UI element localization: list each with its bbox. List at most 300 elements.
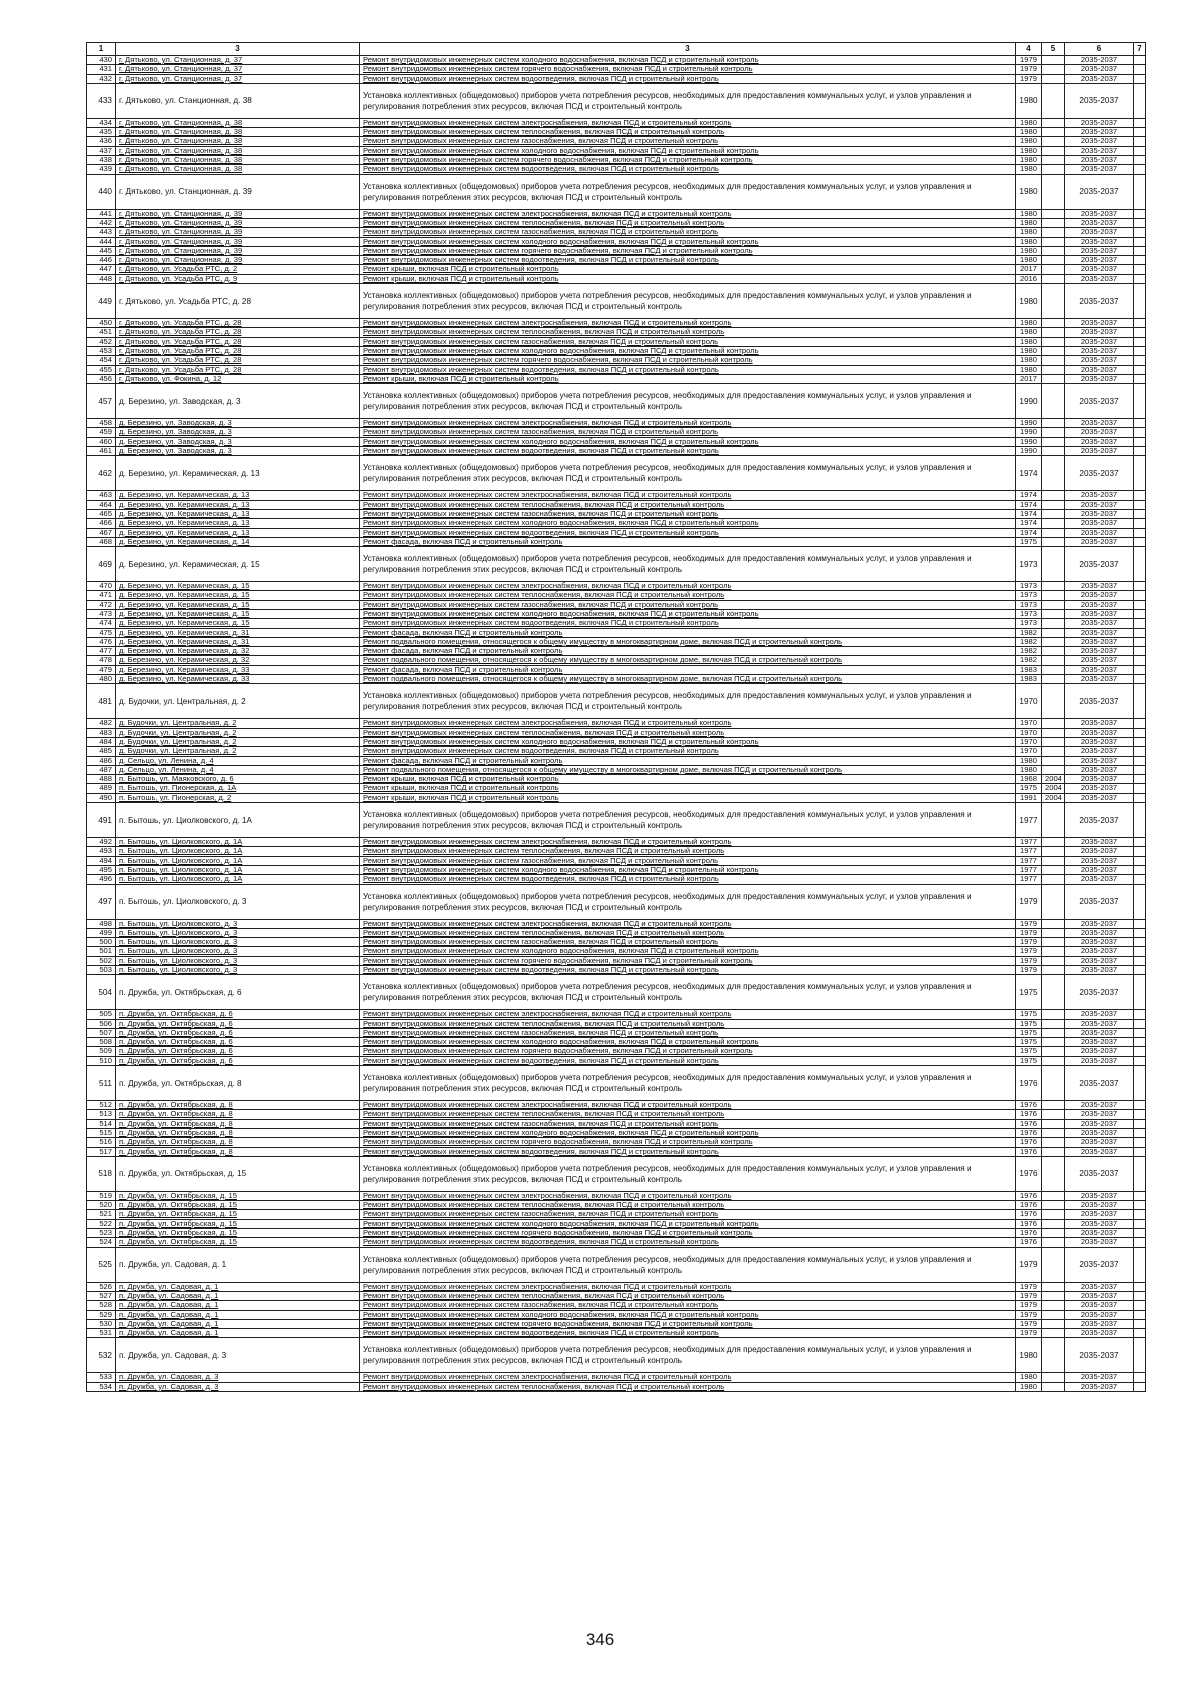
- row-period: 2035-2037: [1065, 765, 1134, 774]
- row-number: 478: [87, 656, 116, 665]
- row-period: 2035-2037: [1065, 547, 1134, 582]
- row-extra: [1134, 500, 1146, 509]
- row-work-type: Ремонт внутридомовых инженерных систем газоснабжения, включая ПСД и строительный контроль: [360, 938, 1016, 947]
- row-period: 2035-2037: [1065, 491, 1134, 500]
- header-cell-period: 6: [1065, 43, 1134, 56]
- row-last-repair-year: [1042, 719, 1065, 728]
- row-number: 455: [87, 365, 116, 374]
- row-work-type: Ремонт внутридомовых инженерных систем электроснабжения, включая ПСД и строительный контроль: [360, 419, 1016, 428]
- row-build-year: 1980: [1016, 756, 1042, 765]
- row-address: г. Дятьково, ул. Усадьба РТС, д. 28: [116, 356, 360, 365]
- row-work-type: Ремонт внутридомовых инженерных систем теплоснабжения, включая ПСД и строительный контроль: [360, 1201, 1016, 1210]
- row-address: п. Дружба, ул. Садовая, д. 1: [116, 1282, 360, 1291]
- table-row: [87, 419, 1146, 428]
- row-period: 2035-2037: [1065, 637, 1134, 646]
- row-last-repair-year: [1042, 365, 1065, 374]
- row-extra: [1134, 1119, 1146, 1128]
- row-number: 439: [87, 165, 116, 174]
- table-row: [87, 1156, 1146, 1191]
- table-row: [87, 428, 1146, 437]
- row-last-repair-year: [1042, 1101, 1065, 1110]
- row-extra: [1134, 1128, 1146, 1137]
- row-work-type: Ремонт фасада, включая ПСД и строительный контроль: [360, 665, 1016, 674]
- row-number: 474: [87, 619, 116, 628]
- row-work-type: Ремонт внутридомовых инженерных систем газоснабжения, включая ПСД и строительный контроль: [360, 1301, 1016, 1310]
- row-address: д. Березино, ул. Заводская, д. 3: [116, 447, 360, 456]
- row-address: д. Березино, ул. Керамическая, д. 15: [116, 609, 360, 618]
- row-extra: [1134, 656, 1146, 665]
- row-number: 456: [87, 374, 116, 383]
- table-row: [87, 684, 1146, 719]
- row-period: 2035-2037: [1065, 1282, 1134, 1291]
- row-extra: [1134, 956, 1146, 965]
- table-row: [87, 647, 1146, 656]
- table-row: [87, 966, 1146, 975]
- row-last-repair-year: [1042, 956, 1065, 965]
- table-row: [87, 591, 1146, 600]
- table-row: [87, 74, 1146, 83]
- row-build-year: 1970: [1016, 737, 1042, 746]
- row-address: д. Березино, ул. Керамическая, д. 15: [116, 547, 360, 582]
- row-address: д. Березино, ул. Керамическая, д. 31: [116, 628, 360, 637]
- row-address: д. Будочки, ул. Центральная, д. 2: [116, 728, 360, 737]
- row-address: п. Дружба, ул. Октябрьская, д. 8: [116, 1138, 360, 1147]
- row-number: 460: [87, 437, 116, 446]
- row-build-year: 1983: [1016, 675, 1042, 684]
- row-build-year: 1975: [1016, 1056, 1042, 1065]
- row-last-repair-year: [1042, 374, 1065, 383]
- row-work-type: Ремонт фасада, включая ПСД и строительный контроль: [360, 647, 1016, 656]
- row-number: 436: [87, 137, 116, 146]
- row-last-repair-year: [1042, 509, 1065, 518]
- row-period: 2035-2037: [1065, 74, 1134, 83]
- row-build-year: 1979: [1016, 1247, 1042, 1282]
- row-period: 2035-2037: [1065, 619, 1134, 628]
- row-period: 2035-2037: [1065, 1138, 1134, 1147]
- row-work-type: Ремонт внутридомовых инженерных систем водоотведения, включая ПСД и строительный контроль: [360, 875, 1016, 884]
- row-address: п. Бытошь, ул. Циолковского, д. 3: [116, 928, 360, 937]
- row-period: 2035-2037: [1065, 128, 1134, 137]
- row-last-repair-year: [1042, 228, 1065, 237]
- row-build-year: 1990: [1016, 419, 1042, 428]
- row-number: 492: [87, 838, 116, 847]
- row-last-repair-year: [1042, 65, 1065, 74]
- row-extra: [1134, 1247, 1146, 1282]
- row-period: 2035-2037: [1065, 209, 1134, 218]
- row-work-type: Ремонт внутридомовых инженерных систем водоотведения, включая ПСД и строительный контроль: [360, 528, 1016, 537]
- row-extra: [1134, 284, 1146, 319]
- row-last-repair-year: [1042, 728, 1065, 737]
- table-row: [87, 928, 1146, 937]
- row-address: п. Бытошь, ул. Циолковского, д. 3: [116, 884, 360, 919]
- row-last-repair-year: [1042, 274, 1065, 283]
- row-build-year: 1979: [1016, 1319, 1042, 1328]
- row-period: 2035-2037: [1065, 1038, 1134, 1047]
- row-work-type: Ремонт фасада, включая ПСД и строительный контроль: [360, 756, 1016, 765]
- row-period: 2035-2037: [1065, 1056, 1134, 1065]
- row-last-repair-year: [1042, 600, 1065, 609]
- row-period: 2035-2037: [1065, 656, 1134, 665]
- register-sheet: [86, 42, 1145, 1392]
- row-extra: [1134, 1219, 1146, 1228]
- row-number: 525: [87, 1247, 116, 1282]
- row-number: 450: [87, 319, 116, 328]
- row-number: 491: [87, 803, 116, 838]
- header-cell-work: 3: [360, 43, 1016, 56]
- row-build-year: 1982: [1016, 647, 1042, 656]
- row-number: 445: [87, 246, 116, 255]
- row-address: п. Бытошь, ул. Циолковского, д. 3: [116, 919, 360, 928]
- row-build-year: 1974: [1016, 528, 1042, 537]
- table-row: [87, 447, 1146, 456]
- row-last-repair-year: [1042, 447, 1065, 456]
- header-cell-num: 1: [87, 43, 116, 56]
- row-address: п. Дружба, ул. Садовая, д. 1: [116, 1319, 360, 1328]
- table-row: [87, 146, 1146, 155]
- row-extra: [1134, 847, 1146, 856]
- row-number: 484: [87, 737, 116, 746]
- row-build-year: 1977: [1016, 838, 1042, 847]
- row-address: г. Дятьково, ул. Усадьба РТС, д. 28: [116, 319, 360, 328]
- row-last-repair-year: [1042, 56, 1065, 65]
- row-last-repair-year: [1042, 582, 1065, 591]
- row-period: 2035-2037: [1065, 365, 1134, 374]
- row-number: 532: [87, 1338, 116, 1373]
- row-last-repair-year: [1042, 765, 1065, 774]
- row-build-year: 1973: [1016, 600, 1042, 609]
- row-period: 2035-2037: [1065, 384, 1134, 419]
- row-extra: [1134, 1329, 1146, 1338]
- table-row: [87, 1238, 1146, 1247]
- row-number: 495: [87, 865, 116, 874]
- row-address: д. Березино, ул. Заводская, д. 3: [116, 437, 360, 446]
- row-address: п. Дружба, ул. Садовая, д. 3: [116, 1382, 360, 1391]
- row-period: 2035-2037: [1065, 174, 1134, 209]
- row-work-type: Ремонт внутридомовых инженерных систем водоотведения, включая ПСД и строительный контроль: [360, 365, 1016, 374]
- row-extra: [1134, 218, 1146, 227]
- row-build-year: 1976: [1016, 1156, 1042, 1191]
- table-row: [87, 256, 1146, 265]
- row-build-year: 1973: [1016, 547, 1042, 582]
- row-last-repair-year: [1042, 966, 1065, 975]
- row-build-year: 1980: [1016, 284, 1042, 319]
- row-extra: [1134, 156, 1146, 165]
- row-extra: [1134, 1038, 1146, 1047]
- row-last-repair-year: [1042, 1310, 1065, 1319]
- row-build-year: 1975: [1016, 1028, 1042, 1037]
- row-address: д. Березино, ул. Керамическая, д. 15: [116, 582, 360, 591]
- row-number: 480: [87, 675, 116, 684]
- row-address: д. Будочки, ул. Центральная, д. 2: [116, 747, 360, 756]
- row-address: д. Березино, ул. Заводская, д. 3: [116, 384, 360, 419]
- table-row: [87, 1110, 1146, 1119]
- row-extra: [1134, 1201, 1146, 1210]
- row-extra: [1134, 83, 1146, 118]
- row-address: п. Дружба, ул. Октябрьская, д. 15: [116, 1229, 360, 1238]
- table-row: [87, 374, 1146, 383]
- row-address: г. Дятьково, ул. Станционная, д. 38: [116, 128, 360, 137]
- row-last-repair-year: [1042, 74, 1065, 83]
- row-extra: [1134, 756, 1146, 765]
- table-row: [87, 847, 1146, 856]
- row-last-repair-year: [1042, 437, 1065, 446]
- row-build-year: 1975: [1016, 1010, 1042, 1019]
- table-row: [87, 1191, 1146, 1200]
- row-address: г. Дятьково, ул. Усадьба РТС, д. 28: [116, 328, 360, 337]
- row-work-type: Ремонт внутридомовых инженерных систем теплоснабжения, включая ПСД и строительный контроль: [360, 218, 1016, 227]
- row-build-year: 1976: [1016, 1201, 1042, 1210]
- row-address: г. Дятьково, ул. Станционная, д. 38: [116, 156, 360, 165]
- table-row: [87, 656, 1146, 665]
- row-build-year: 1974: [1016, 491, 1042, 500]
- row-address: г. Дятьково, ул. Станционная, д. 39: [116, 246, 360, 255]
- table-row: [87, 218, 1146, 227]
- row-period: 2035-2037: [1065, 56, 1134, 65]
- table-row: [87, 209, 1146, 218]
- row-extra: [1134, 1210, 1146, 1219]
- row-last-repair-year: [1042, 856, 1065, 865]
- row-address: д. Березино, ул. Керамическая, д. 31: [116, 637, 360, 646]
- table-row: [87, 1338, 1146, 1373]
- row-build-year: 1982: [1016, 628, 1042, 637]
- row-period: 2035-2037: [1065, 1066, 1134, 1101]
- row-work-type: Установка коллективных (общедомовых) приборов учета потребления ресурсов, необходимых для предоставления коммунальных услуг, и узлов управления и регулирования потребления этих ресурсов, включая ПСД и строительный контроль: [360, 1338, 1016, 1373]
- row-period: 2035-2037: [1065, 1301, 1134, 1310]
- row-work-type: Ремонт внутридомовых инженерных систем электроснабжения, включая ПСД и строительный контроль: [360, 491, 1016, 500]
- table-row: [87, 128, 1146, 137]
- row-last-repair-year: [1042, 1201, 1065, 1210]
- row-extra: [1134, 793, 1146, 802]
- row-period: 2035-2037: [1065, 1247, 1134, 1282]
- row-last-repair-year: [1042, 919, 1065, 928]
- row-build-year: 1975: [1016, 1047, 1042, 1056]
- row-last-repair-year: [1042, 118, 1065, 127]
- row-extra: [1134, 137, 1146, 146]
- row-build-year: 1974: [1016, 456, 1042, 491]
- row-address: п. Дружба, ул. Октябрьская, д. 15: [116, 1238, 360, 1247]
- row-work-type: Ремонт подвального помещения, относящегося к общему имуществу в многоквартирном доме, включая ПСД и строительный контроль: [360, 675, 1016, 684]
- row-work-type: Ремонт внутридомовых инженерных систем теплоснабжения, включая ПСД и строительный контроль: [360, 847, 1016, 856]
- table-row: [87, 884, 1146, 919]
- row-number: 506: [87, 1019, 116, 1028]
- row-number: 463: [87, 491, 116, 500]
- table-row: [87, 756, 1146, 765]
- row-address: п. Бытошь, ул. Циолковского, д. 3: [116, 938, 360, 947]
- row-extra: [1134, 146, 1146, 155]
- row-number: 485: [87, 747, 116, 756]
- row-last-repair-year: [1042, 1282, 1065, 1291]
- row-extra: [1134, 1301, 1146, 1310]
- row-work-type: Ремонт внутридомовых инженерных систем холодного водоснабжения, включая ПСД и строительный контроль: [360, 1038, 1016, 1047]
- row-address: п. Бытошь, ул. Циолковского, д. 1А: [116, 856, 360, 865]
- row-address: п. Дружба, ул. Садовая, д. 3: [116, 1373, 360, 1382]
- row-work-type: Ремонт крыши, включая ПСД и строительный контроль: [360, 784, 1016, 793]
- row-number: 514: [87, 1119, 116, 1128]
- row-period: 2035-2037: [1065, 1210, 1134, 1219]
- row-extra: [1134, 1338, 1146, 1373]
- row-number: 476: [87, 637, 116, 646]
- row-last-repair-year: [1042, 174, 1065, 209]
- row-period: 2035-2037: [1065, 975, 1134, 1010]
- row-number: 468: [87, 537, 116, 546]
- row-period: 2035-2037: [1065, 719, 1134, 728]
- row-period: 2035-2037: [1065, 1147, 1134, 1156]
- row-extra: [1134, 374, 1146, 383]
- row-number: 462: [87, 456, 116, 491]
- row-period: 2035-2037: [1065, 793, 1134, 802]
- row-address: г. Дятьково, ул. Станционная, д. 39: [116, 228, 360, 237]
- row-extra: [1134, 1010, 1146, 1019]
- row-build-year: 1976: [1016, 1210, 1042, 1219]
- row-extra: [1134, 256, 1146, 265]
- row-number: 531: [87, 1329, 116, 1338]
- row-address: п. Дружба, ул. Октябрьская, д. 8: [116, 1101, 360, 1110]
- table-row: [87, 947, 1146, 956]
- row-extra: [1134, 803, 1146, 838]
- row-last-repair-year: [1042, 528, 1065, 537]
- row-period: 2035-2037: [1065, 1382, 1134, 1391]
- row-work-type: Ремонт фасада, включая ПСД и строительный контроль: [360, 628, 1016, 637]
- row-period: 2035-2037: [1065, 447, 1134, 456]
- row-address: г. Дятьково, ул. Станционная, д. 39: [116, 256, 360, 265]
- row-last-repair-year: 2004: [1042, 793, 1065, 802]
- row-last-repair-year: [1042, 928, 1065, 937]
- row-address: п. Дружба, ул. Октябрьская, д. 15: [116, 1219, 360, 1228]
- row-number: 510: [87, 1056, 116, 1065]
- row-extra: [1134, 1110, 1146, 1119]
- row-period: 2035-2037: [1065, 156, 1134, 165]
- row-build-year: 1974: [1016, 500, 1042, 509]
- row-build-year: 1977: [1016, 803, 1042, 838]
- row-address: д. Березино, ул. Керамическая, д. 13: [116, 519, 360, 528]
- row-period: 2035-2037: [1065, 582, 1134, 591]
- row-number: 471: [87, 591, 116, 600]
- row-number: 459: [87, 428, 116, 437]
- row-work-type: Ремонт внутридомовых инженерных систем газоснабжения, включая ПСД и строительный контроль: [360, 1119, 1016, 1128]
- row-build-year: 1980: [1016, 174, 1042, 209]
- row-last-repair-year: [1042, 1301, 1065, 1310]
- row-number: 523: [87, 1229, 116, 1238]
- table-row: [87, 1210, 1146, 1219]
- table-row: [87, 156, 1146, 165]
- row-last-repair-year: [1042, 356, 1065, 365]
- row-period: 2035-2037: [1065, 600, 1134, 609]
- row-extra: [1134, 1066, 1146, 1101]
- row-build-year: 2017: [1016, 374, 1042, 383]
- row-extra: [1134, 519, 1146, 528]
- row-address: г. Дятьково, ул. Станционная, д. 37: [116, 74, 360, 83]
- row-build-year: 1975: [1016, 975, 1042, 1010]
- row-work-type: Ремонт подвального помещения, относящегося к общему имуществу в многоквартирном доме, включая ПСД и строительный контроль: [360, 765, 1016, 774]
- row-number: 530: [87, 1319, 116, 1328]
- row-build-year: 1979: [1016, 1282, 1042, 1291]
- table-row: [87, 675, 1146, 684]
- row-work-type: Ремонт внутридомовых инженерных систем газоснабжения, включая ПСД и строительный контроль: [360, 1210, 1016, 1219]
- header-cell-year: 4: [1016, 43, 1042, 56]
- row-extra: [1134, 165, 1146, 174]
- row-address: д. Березино, ул. Керамическая, д. 33: [116, 675, 360, 684]
- table-row: [87, 337, 1146, 346]
- row-address: д. Березино, ул. Керамическая, д. 33: [116, 665, 360, 674]
- row-last-repair-year: [1042, 1128, 1065, 1137]
- row-period: 2035-2037: [1065, 1338, 1134, 1373]
- table-row: [87, 665, 1146, 674]
- row-last-repair-year: [1042, 647, 1065, 656]
- row-last-repair-year: [1042, 1238, 1065, 1247]
- table-row: [87, 1229, 1146, 1238]
- row-last-repair-year: [1042, 547, 1065, 582]
- row-work-type: Ремонт внутридомовых инженерных систем горячего водоснабжения, включая ПСД и строительный контроль: [360, 1138, 1016, 1147]
- row-work-type: Ремонт внутридомовых инженерных систем водоотведения, включая ПСД и строительный контроль: [360, 1056, 1016, 1065]
- row-extra: [1134, 384, 1146, 419]
- table-row: [87, 274, 1146, 283]
- row-extra: [1134, 1056, 1146, 1065]
- row-work-type: Ремонт внутридомовых инженерных систем горячего водоснабжения, включая ПСД и строительный контроль: [360, 65, 1016, 74]
- table-row: [87, 491, 1146, 500]
- table-row: [87, 1201, 1146, 1210]
- row-period: 2035-2037: [1065, 456, 1134, 491]
- table-row: [87, 246, 1146, 255]
- row-work-type: Установка коллективных (общедомовых) приборов учета потребления ресурсов, необходимых для предоставления коммунальных услуг, и узлов управления и регулирования потребления этих ресурсов, включая ПСД и строительный контроль: [360, 384, 1016, 419]
- header-cell-extra: 7: [1134, 43, 1146, 56]
- row-build-year: 1970: [1016, 719, 1042, 728]
- row-build-year: 1979: [1016, 1310, 1042, 1319]
- row-number: 498: [87, 919, 116, 928]
- page-number: 346: [585, 1630, 615, 1649]
- row-build-year: 1982: [1016, 656, 1042, 665]
- row-number: 517: [87, 1147, 116, 1156]
- row-build-year: 1980: [1016, 237, 1042, 246]
- table-row: [87, 346, 1146, 355]
- row-address: г. Дятьково, ул. Станционная, д. 39: [116, 218, 360, 227]
- row-last-repair-year: [1042, 628, 1065, 637]
- row-number: 449: [87, 284, 116, 319]
- row-number: 472: [87, 600, 116, 609]
- row-address: п. Дружба, ул. Октябрьская, д. 15: [116, 1201, 360, 1210]
- row-build-year: 1990: [1016, 447, 1042, 456]
- table-row: [87, 803, 1146, 838]
- table-row: [87, 65, 1146, 74]
- row-build-year: 1980: [1016, 83, 1042, 118]
- row-build-year: 1980: [1016, 256, 1042, 265]
- row-extra: [1134, 884, 1146, 919]
- row-extra: [1134, 619, 1146, 628]
- row-period: 2035-2037: [1065, 346, 1134, 355]
- row-last-repair-year: [1042, 256, 1065, 265]
- row-period: 2035-2037: [1065, 237, 1134, 246]
- row-build-year: 1980: [1016, 228, 1042, 237]
- row-work-type: Ремонт внутридомовых инженерных систем газоснабжения, включая ПСД и строительный контроль: [360, 1028, 1016, 1037]
- row-number: 469: [87, 547, 116, 582]
- table-row: [87, 938, 1146, 947]
- row-last-repair-year: [1042, 675, 1065, 684]
- row-build-year: 1976: [1016, 1229, 1042, 1238]
- row-period: 2035-2037: [1065, 1191, 1134, 1200]
- table-row: [87, 975, 1146, 1010]
- table-row: [87, 1291, 1146, 1300]
- row-last-repair-year: [1042, 83, 1065, 118]
- row-last-repair-year: [1042, 165, 1065, 174]
- row-build-year: 1980: [1016, 165, 1042, 174]
- row-number: 524: [87, 1238, 116, 1247]
- row-work-type: Ремонт внутридомовых инженерных систем электроснабжения, включая ПСД и строительный контроль: [360, 209, 1016, 218]
- row-number: 467: [87, 528, 116, 537]
- row-period: 2035-2037: [1065, 737, 1134, 746]
- row-build-year: 1980: [1016, 146, 1042, 155]
- row-number: 433: [87, 83, 116, 118]
- row-address: п. Дружба, ул. Октябрьская, д. 8: [116, 1110, 360, 1119]
- row-work-type: Ремонт внутридомовых инженерных систем теплоснабжения, включая ПСД и строительный контроль: [360, 500, 1016, 509]
